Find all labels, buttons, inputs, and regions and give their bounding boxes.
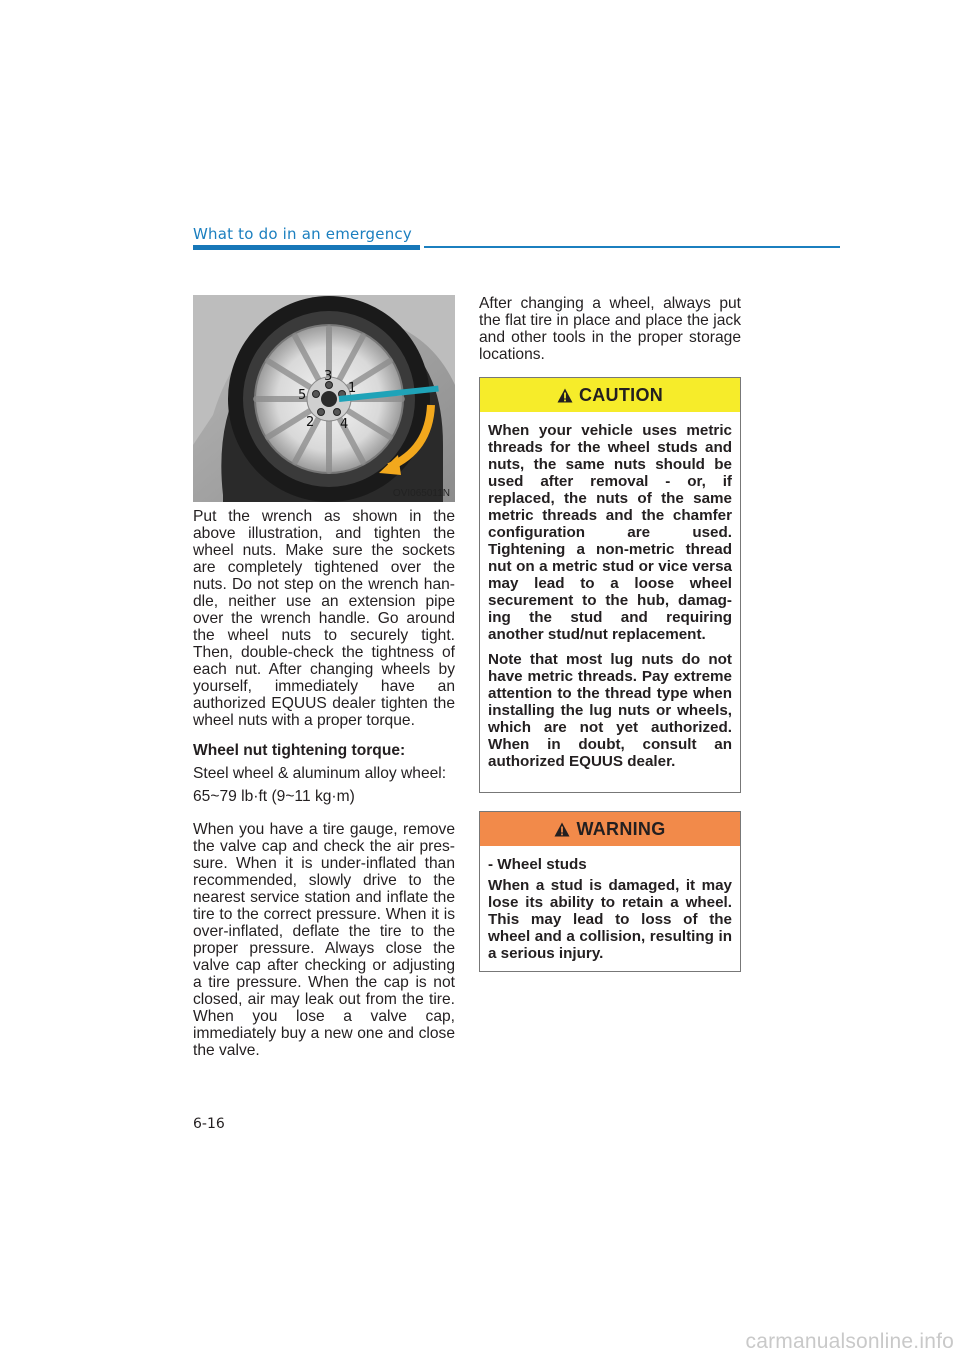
watermark: carmanualsonline.info — [745, 1330, 954, 1353]
warning-box — [479, 811, 741, 972]
right-column — [479, 295, 741, 363]
wrench-instructions: Put the wrench as shown in the above illustration, and tighten the wheel nuts. Make sure the sockets are completely tightened over the nuts. Do not step on the wrench han-dle, neither use an extension pipe over the wrench handle. Go around the wheel nuts to securely tight. Then, double-check the tightness of each nut. After changing wheels by yourself, immediately have an authorized EQUUS dealer tighten the wheel nuts with a proper torque. — [193, 508, 455, 729]
caution-box — [479, 377, 741, 793]
nut-number-1: 1 — [348, 381, 357, 396]
nut-number-3: 3 — [324, 369, 333, 384]
warning-triangle-icon — [554, 822, 570, 837]
figure-code: OVI065011N — [392, 488, 450, 499]
wheel-illustration — [193, 295, 455, 502]
warning-body — [480, 846, 740, 972]
torque-value: 65~79 lb·ft (9~11 kg·m) — [193, 788, 355, 805]
warning-para-1: When a stud is damaged, it may lose its ability to retain a wheel. This may lead to loss of the wheel and a collision, resulting in a serious injury. — [488, 877, 732, 962]
header-bar-accent — [193, 245, 420, 250]
nut-number-5: 5 — [298, 388, 307, 403]
caution-para-1: When your vehicle uses metric threads for the wheel studs and nuts, the same nuts should be used after removal - or, if replaced, the nuts of the same metric threads and the chamfer configuration are used. Tightening a non-metric thread nut on a metric stud or vice versa may lead to a loose wheel securement to the hub, damag-ing the stud and requiring another stud/nut replacement. — [488, 422, 732, 643]
wheel-illustration-graphic — [193, 295, 455, 502]
storage-instructions: After changing a wheel, always put the flat tire in place and place the jack and other tools in the proper storage locations. — [479, 295, 741, 363]
caution-para-2: Note that most lug nuts do not have metric threads. Pay extreme attention to the thread type when installing the lug nuts or wheels, which are not yet authorized. When in doubt, consult an authorized EQUUS dealer. — [488, 651, 732, 770]
tire-pressure-instructions: When you have a tire gauge, remove the valve cap and check the air pres-sure. When it is under-inflated than recommended, slowly drive to the nearest service station and inflate the tire to the correct pressure. When it is over-inflated, deflate the tire to the proper pressure. Always close the valve cap after checking or adjusting a tire pressure. When the cap is not closed, air may leak out from the tire. When you lose a valve cap, immediately buy a new one and close the valve. — [193, 821, 455, 1059]
caution-body — [480, 412, 740, 780]
page-number: 6-16 — [193, 1116, 225, 1132]
torque-heading: Wheel nut tightening torque: — [193, 742, 406, 759]
warning-triangle-icon — [557, 388, 573, 403]
caution-label: CAUTION — [578, 384, 664, 405]
left-column — [193, 508, 455, 1059]
warning-header — [480, 812, 740, 846]
torque-wheel-type: Steel wheel & aluminum alloy wheel: — [193, 765, 447, 782]
nut-number-4: 4 — [340, 417, 349, 432]
header-rule — [424, 246, 840, 248]
nut-number-2: 2 — [306, 415, 315, 430]
caution-header — [480, 378, 740, 412]
warning-label: WARNING — [576, 818, 666, 839]
warning-subtitle: - Wheel studs — [488, 856, 587, 873]
section-title: What to do in an emergency — [193, 225, 412, 243]
